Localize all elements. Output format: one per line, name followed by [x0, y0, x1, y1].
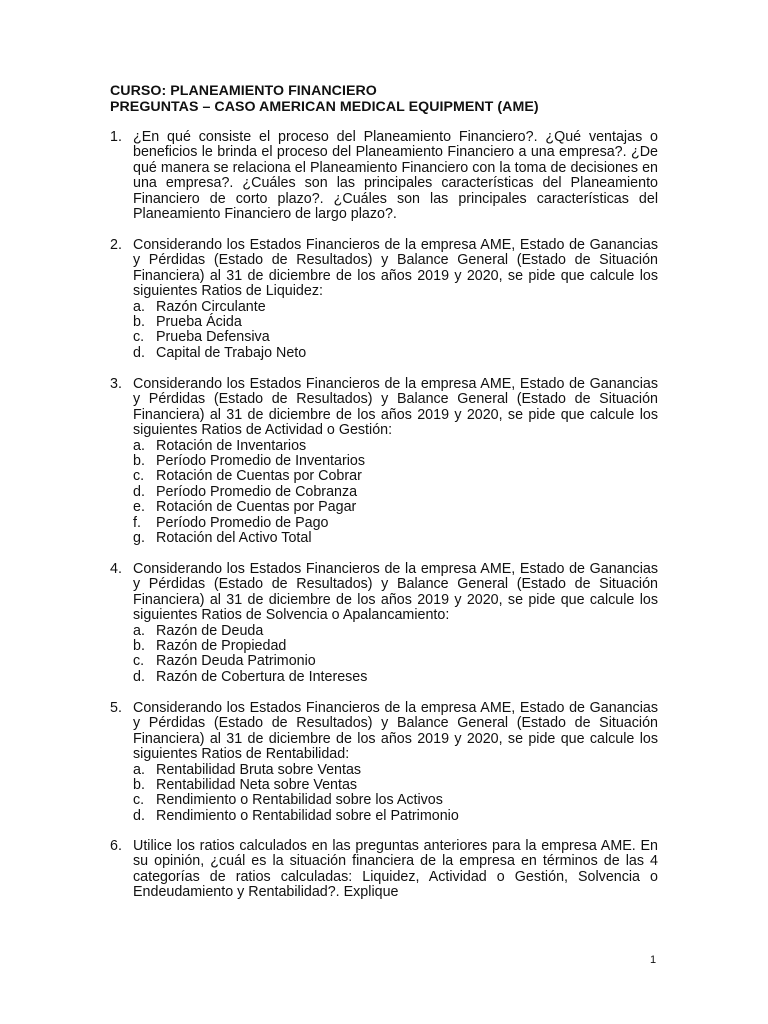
list-item [133, 763, 658, 778]
list-item [133, 531, 658, 546]
question-number: 1. [110, 129, 122, 145]
item-letter: e. [133, 499, 145, 516]
list-item [133, 516, 658, 531]
question-6 [110, 839, 658, 901]
ratio-list [133, 300, 658, 362]
question-2 [110, 238, 658, 361]
question-5 [110, 701, 658, 824]
item-letter: a. [133, 298, 145, 315]
list-item [133, 330, 658, 345]
item-text: Rotación del Activo Total [156, 530, 312, 547]
item-text: Razón Circulante [156, 298, 266, 315]
item-text: Rotación de Cuentas por Pagar [156, 499, 357, 516]
item-letter: d. [133, 483, 145, 500]
item-text: Rotación de Inventarios [156, 437, 307, 454]
question-3 [110, 377, 658, 546]
list-item [133, 485, 658, 500]
list-item [133, 639, 658, 654]
question-number: 6. [110, 838, 122, 854]
course-title: CURSO: PLANEAMIENTO FINANCIERO [110, 83, 377, 99]
list-item [133, 670, 658, 685]
question-text: Considerando los Estados Financieros de la empresa AME, Estado de Ganancias y Pérdidas (Estado de Resultados) y Balance General (Estado de Situación Financiera) al 31 de diciembre de los años 2019 y 2020, se pide que calcule los siguientes Ratios de Actividad o Gestión: [133, 376, 658, 439]
ratio-list [133, 439, 658, 547]
list-item [133, 454, 658, 469]
list-item [133, 624, 658, 639]
item-text: Razón de Deuda [156, 622, 264, 639]
item-letter: a. [133, 761, 145, 778]
item-text: Prueba Defensiva [156, 329, 270, 346]
question-4 [110, 562, 658, 685]
questions-heading: PREGUNTAS – CASO AMERICAN MEDICAL EQUIPMENT (AME) [110, 99, 539, 115]
question-text: Considerando los Estados Financieros de la empresa AME, Estado de Ganancias y Pérdidas (Estado de Resultados) y Balance General (Estado de Situación Financiera) al 31 de diciembre de los años 2019 y 2020, se pide que calcule los siguientes Ratios de Solvencia o Apalancamiento: [133, 561, 658, 624]
list-item [133, 300, 658, 315]
list-item [133, 809, 658, 824]
list-item [133, 439, 658, 454]
question-text: Utilice los ratios calculados en las preguntas anteriores para la empresa AME. En su opinión, ¿cuál es la situación financiera de la empresa en términos de las 4 categorías de ratios calculadas: Liquidez, Actividad o Gestión, Solvencia o Endeudamiento y Rentabilidad?. Explique [133, 838, 658, 901]
item-letter: f. [133, 514, 141, 531]
item-text: Razón Deuda Patrimonio [156, 653, 316, 670]
question-number: 5. [110, 700, 122, 716]
list-item [133, 778, 658, 793]
ratio-list [133, 763, 658, 825]
item-letter: d. [133, 668, 145, 685]
item-text: Rentabilidad Bruta sobre Ventas [156, 761, 362, 778]
list-item [133, 500, 658, 515]
question-text: Considerando los Estados Financieros de la empresa AME, Estado de Ganancias y Pérdidas (Estado de Resultados) y Balance General (Estado de Situación Financiera) al 31 de diciembre de los años 2019 y 2020, se pide que calcule los siguientes Ratios de Liquidez: [133, 237, 658, 300]
item-text: Rentabilidad Neta sobre Ventas [156, 777, 358, 794]
question-number: 3. [110, 376, 122, 392]
list-item [133, 469, 658, 484]
item-letter: b. [133, 638, 145, 655]
item-text: Período Promedio de Pago [156, 514, 329, 531]
item-text: Rotación de Cuentas por Cobrar [156, 468, 362, 485]
list-item [133, 315, 658, 330]
question-text: Considerando los Estados Financieros de la empresa AME, Estado de Ganancias y Pérdidas (Estado de Resultados) y Balance General (Estado de Situación Financiera) al 31 de diciembre de los años 2019 y 2020, se pide que calcule los siguientes Ratios de Rentabilidad: [133, 700, 658, 763]
ratio-list [133, 624, 658, 686]
item-text: Razón de Propiedad [156, 638, 287, 655]
item-text: Capital de Trabajo Neto [156, 344, 307, 361]
item-letter: d. [133, 344, 145, 361]
item-text: Rendimiento o Rentabilidad sobre el Patrimonio [156, 807, 459, 824]
question-number: 2. [110, 237, 122, 253]
item-text: Rendimiento o Rentabilidad sobre los Activos [156, 792, 443, 809]
item-letter: g. [133, 530, 145, 547]
question-number: 4. [110, 561, 122, 577]
item-text: Período Promedio de Inventarios [156, 453, 366, 470]
list-item [133, 654, 658, 669]
item-letter: b. [133, 314, 145, 331]
item-letter: a. [133, 437, 145, 454]
list-item [133, 793, 658, 808]
list-item [133, 346, 658, 361]
item-text: Período Promedio de Cobranza [156, 483, 358, 500]
item-letter: a. [133, 622, 145, 639]
item-text: Prueba Ácida [156, 314, 242, 331]
page-number: 1 [650, 954, 657, 966]
item-letter: c. [133, 329, 145, 346]
item-letter: b. [133, 777, 145, 794]
item-letter: b. [133, 453, 145, 470]
item-letter: c. [133, 792, 145, 809]
item-letter: c. [133, 468, 145, 485]
item-letter: c. [133, 653, 145, 670]
question-1 [110, 130, 658, 222]
question-text: ¿En qué consiste el proceso del Planeamiento Financiero?. ¿Qué ventajas o beneficios le brinda el proceso del Planeamiento Financiero a una empresa?. ¿De qué manera se relaciona el Planeamiento Financiero con la toma de decisiones en una empresa?. ¿Cuáles son las principales características del Planeamiento Financiero de corto plazo?. ¿Cuáles son las principales características del Planeamiento Financiero de largo plazo?. [133, 129, 658, 223]
item-text: Razón de Cobertura de Intereses [156, 668, 368, 685]
item-letter: d. [133, 807, 145, 824]
